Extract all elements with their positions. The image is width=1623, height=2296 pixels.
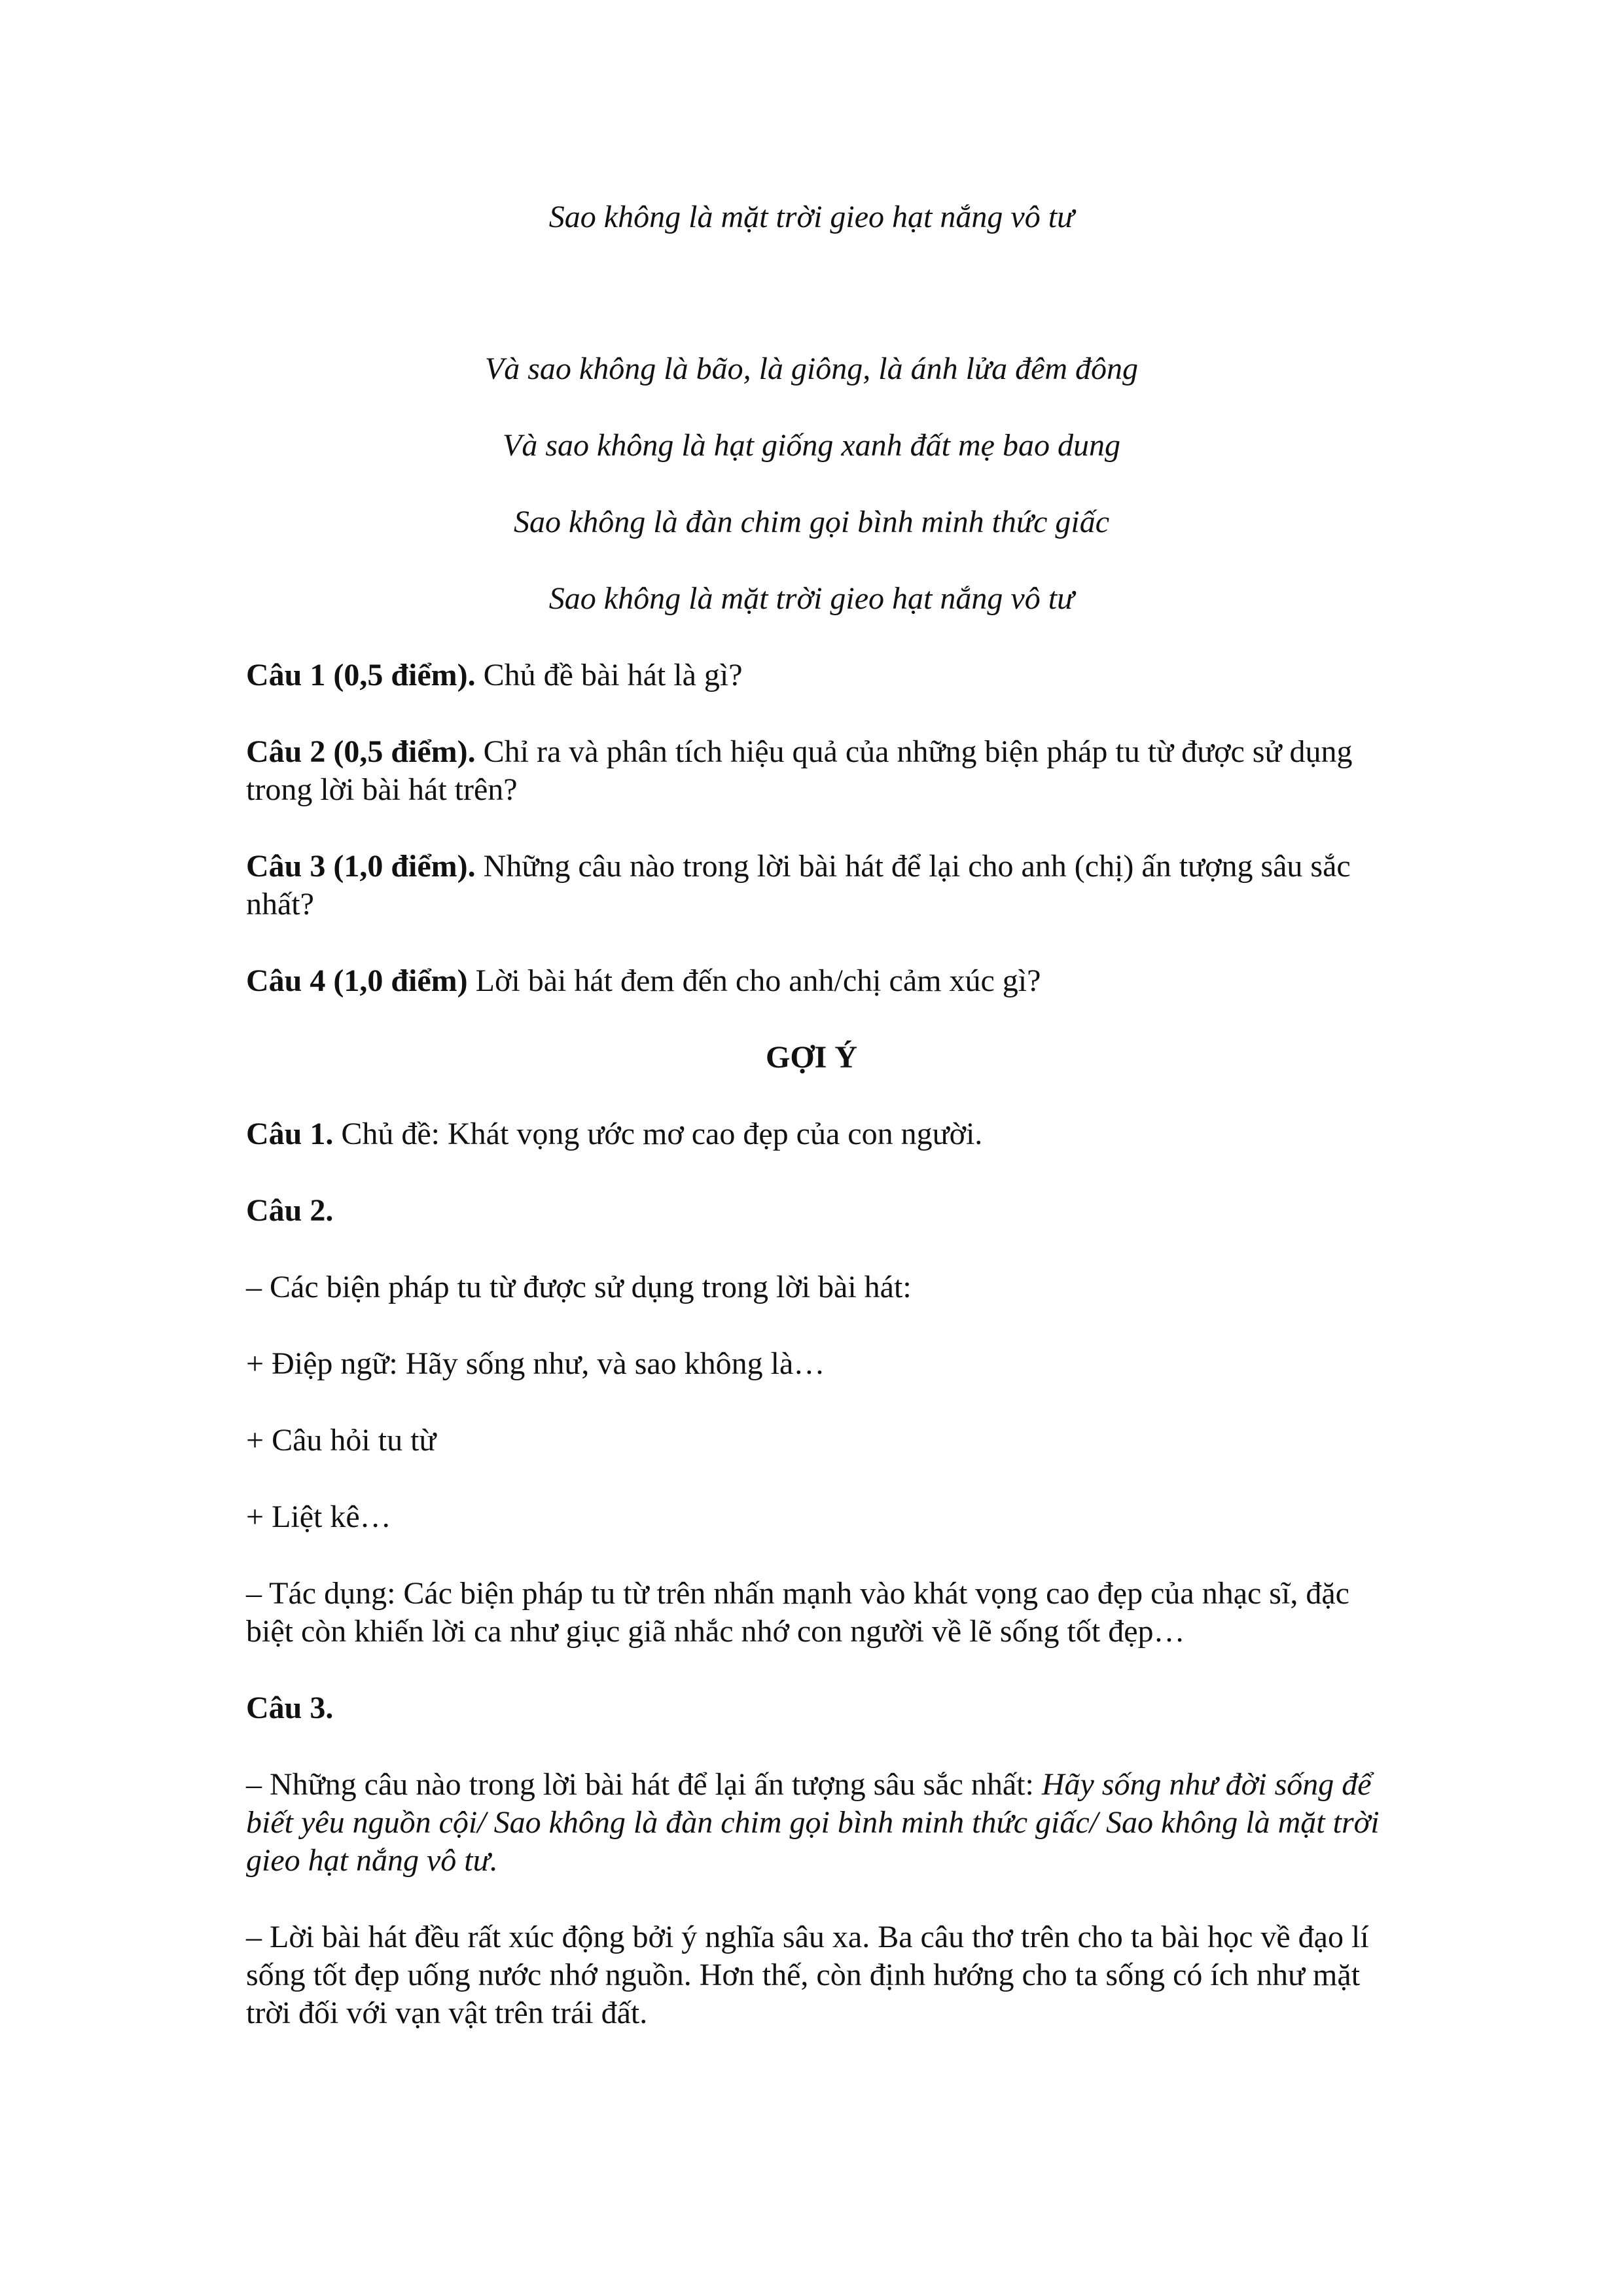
- lyric-line: Sao không là đàn chim gọi bình minh thức giấc: [513, 505, 1110, 539]
- question-label: Câu 1 (0,5 điểm).: [246, 658, 476, 692]
- answer-text: Chủ đề: Khát vọng ước mơ cao đẹp của con người.: [333, 1117, 983, 1151]
- answer-1: [246, 1115, 1385, 1153]
- lyric-line: Và sao không là bão, là giông, là ánh lửa đêm đông: [484, 351, 1139, 386]
- answer-2-intro: – Các biện pháp tu từ được sử dụng trong lời bài hát:: [246, 1270, 912, 1304]
- answer-3-intro-text: – Những câu nào trong lời bài hát để lại ấn tượng sâu sắc nhất:: [246, 1767, 1042, 1802]
- answer-2-effect: – Tác dụng: Các biện pháp tu từ trên nhấn mạnh vào khát vọng cao đẹp của nhạc sĩ, đặc biệt còn khiến lời ca như giục giã nhắc nhớ con người về lẽ sống tốt đẹp…: [246, 1576, 1349, 1649]
- answer-2-item: + Liệt kê…: [246, 1499, 391, 1534]
- answer-3-intro: [246, 1766, 1385, 1880]
- answer-2-item: + Điệp ngữ: Hãy sống như, và sao không là…: [246, 1346, 825, 1381]
- question-text: Chỉ ra và phân tích hiệu quả của những biện pháp tu từ được sử dụng trong lời bài hát trên?: [246, 734, 1353, 807]
- hint-heading: GỢI Ý: [765, 1040, 857, 1075]
- answer-2-label: Câu 2.: [246, 1193, 334, 1228]
- question-text: Chủ đề bài hát là gì?: [475, 658, 743, 692]
- lyric-line: Sao không là mặt trời gieo hạt nắng vô tư: [548, 581, 1075, 616]
- lyric-line: Và sao không là hạt giống xanh đất mẹ bao dung: [503, 428, 1120, 463]
- answer-3-label: Câu 3.: [246, 1691, 334, 1725]
- question-text: Những câu nào trong lời bài hát để lại cho anh (chị) ấn tượng sâu sắc nhất?: [246, 849, 1351, 922]
- question-2: [246, 733, 1385, 809]
- question-3: [246, 848, 1385, 924]
- question-text: Lời bài hát đem đến cho anh/chị cảm xúc gì?: [467, 963, 1041, 998]
- question-label: Câu 2 (0,5 điểm).: [246, 734, 476, 769]
- question-4: [246, 962, 1385, 1000]
- answer-label: Câu 1.: [246, 1117, 334, 1151]
- question-label: Câu 3 (1,0 điểm).: [246, 849, 476, 884]
- question-1: [246, 656, 1385, 694]
- answer-3-quote: Hãy sống như đời sống để biết yêu nguồn cội/ Sao không là đàn chim gọi bình minh thức giấc/ Sao không là mặt trời gieo hạt nắng vô tư.: [246, 1767, 1380, 1878]
- answer-2-item: + Câu hỏi tu từ: [246, 1423, 437, 1458]
- lyric-line: Sao không là mặt trời gieo hạt nắng vô tư: [548, 200, 1075, 234]
- answer-3-comment: – Lời bài hát đều rất xúc động bởi ý nghĩa sâu xa. Ba câu thơ trên cho ta bài học về đạo lí sống tốt đẹp uống nước nhớ nguồn. Hơn thế, còn định hướng cho ta sống có ích như mặt trời đối với vạn vật trên trái đất.: [246, 1920, 1369, 2030]
- question-label: Câu 4 (1,0 điểm): [246, 963, 468, 998]
